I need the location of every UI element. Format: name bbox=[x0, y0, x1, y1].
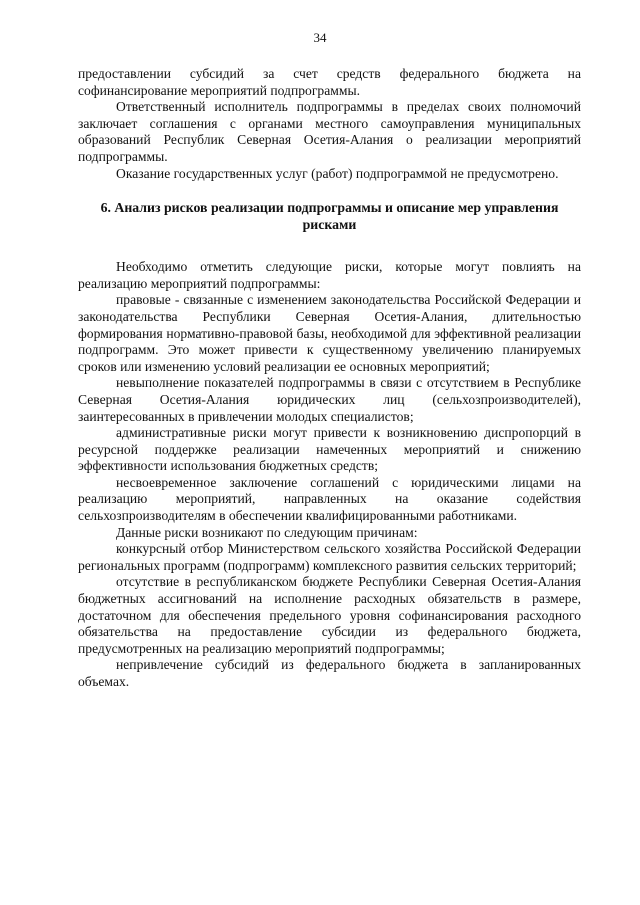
paragraph: непривлечение субсидий из федерального бюджета в запланированных объемах. bbox=[78, 657, 581, 689]
paragraph: несвоевременное заключение соглашений с юридическими лицами на реализацию мероприятий, направленных на оказание содействия сельхозпроизводителям в обеспечении квалифицированными работниками. bbox=[78, 474, 581, 524]
paragraph: предоставлении субсидий за счет средств федерального бюджета на софинансирование мероприятий подпрограммы. bbox=[78, 66, 581, 98]
paragraph: административные риски могут привести к возникновению диспропорций в ресурсной поддержке реализации намеченных мероприятий и снижению эффективности использования бюджетных средств; bbox=[78, 425, 581, 474]
document-body bbox=[78, 66, 581, 691]
page-number: 34 bbox=[313, 30, 327, 45]
paragraph: правовые - связанные с изменением законодательства Российской Федерации и законодательства Республики Северная Осетия-Алания, длительностью формирования нормативно-правовой базы, необходимой для эффективной реализации подпрограмм. Это может привести к существенному увеличению планируемых сроков или изменению условий реализации ее основных мероприятий; bbox=[78, 292, 581, 374]
paragraph: Данные риски возникают по следующим причинам: bbox=[116, 524, 418, 540]
paragraph: конкурсный отбор Министерством сельского хозяйства Российской Федерации региональных программ (подпрограмм) комплексного развития сельских территорий; bbox=[78, 541, 581, 573]
paragraph: Оказание государственных услуг (работ) подпрограммой не предусмотрено. bbox=[116, 165, 559, 181]
paragraph: отсутствие в республиканском бюджете Республики Северная Осетия-Алания бюджетных ассигнований на исполнение расходных обязательств в размере, достаточном для обеспечения предельного уровня софинансирования расходного обязательства на предоставление субсидии из федерального бюджета, предусмотренных на реализацию мероприятий подпрограммы; bbox=[78, 574, 581, 656]
paragraph: невыполнение показателей подпрограммы в связи с отсутствием в Республике Северная Осетия-Алания юридических лиц (сельхозпроизводителей), заинтересованных в привлечении молодых специалистов; bbox=[78, 375, 581, 424]
paragraph: Необходимо отметить следующие риски, которые могут повлиять на реализацию мероприятий подпрограммы: bbox=[78, 259, 581, 291]
paragraph: Ответственный исполнитель подпрограммы в пределах своих полномочий заключает соглашения с органами местного самоуправления муниципальных образований Республик Северная Осетия-Алания о реализации мероприятий подпрограммы. bbox=[78, 99, 581, 164]
section-heading: 6. Анализ рисков реализации подпрограммы и описание мер управления рисками bbox=[100, 200, 559, 233]
